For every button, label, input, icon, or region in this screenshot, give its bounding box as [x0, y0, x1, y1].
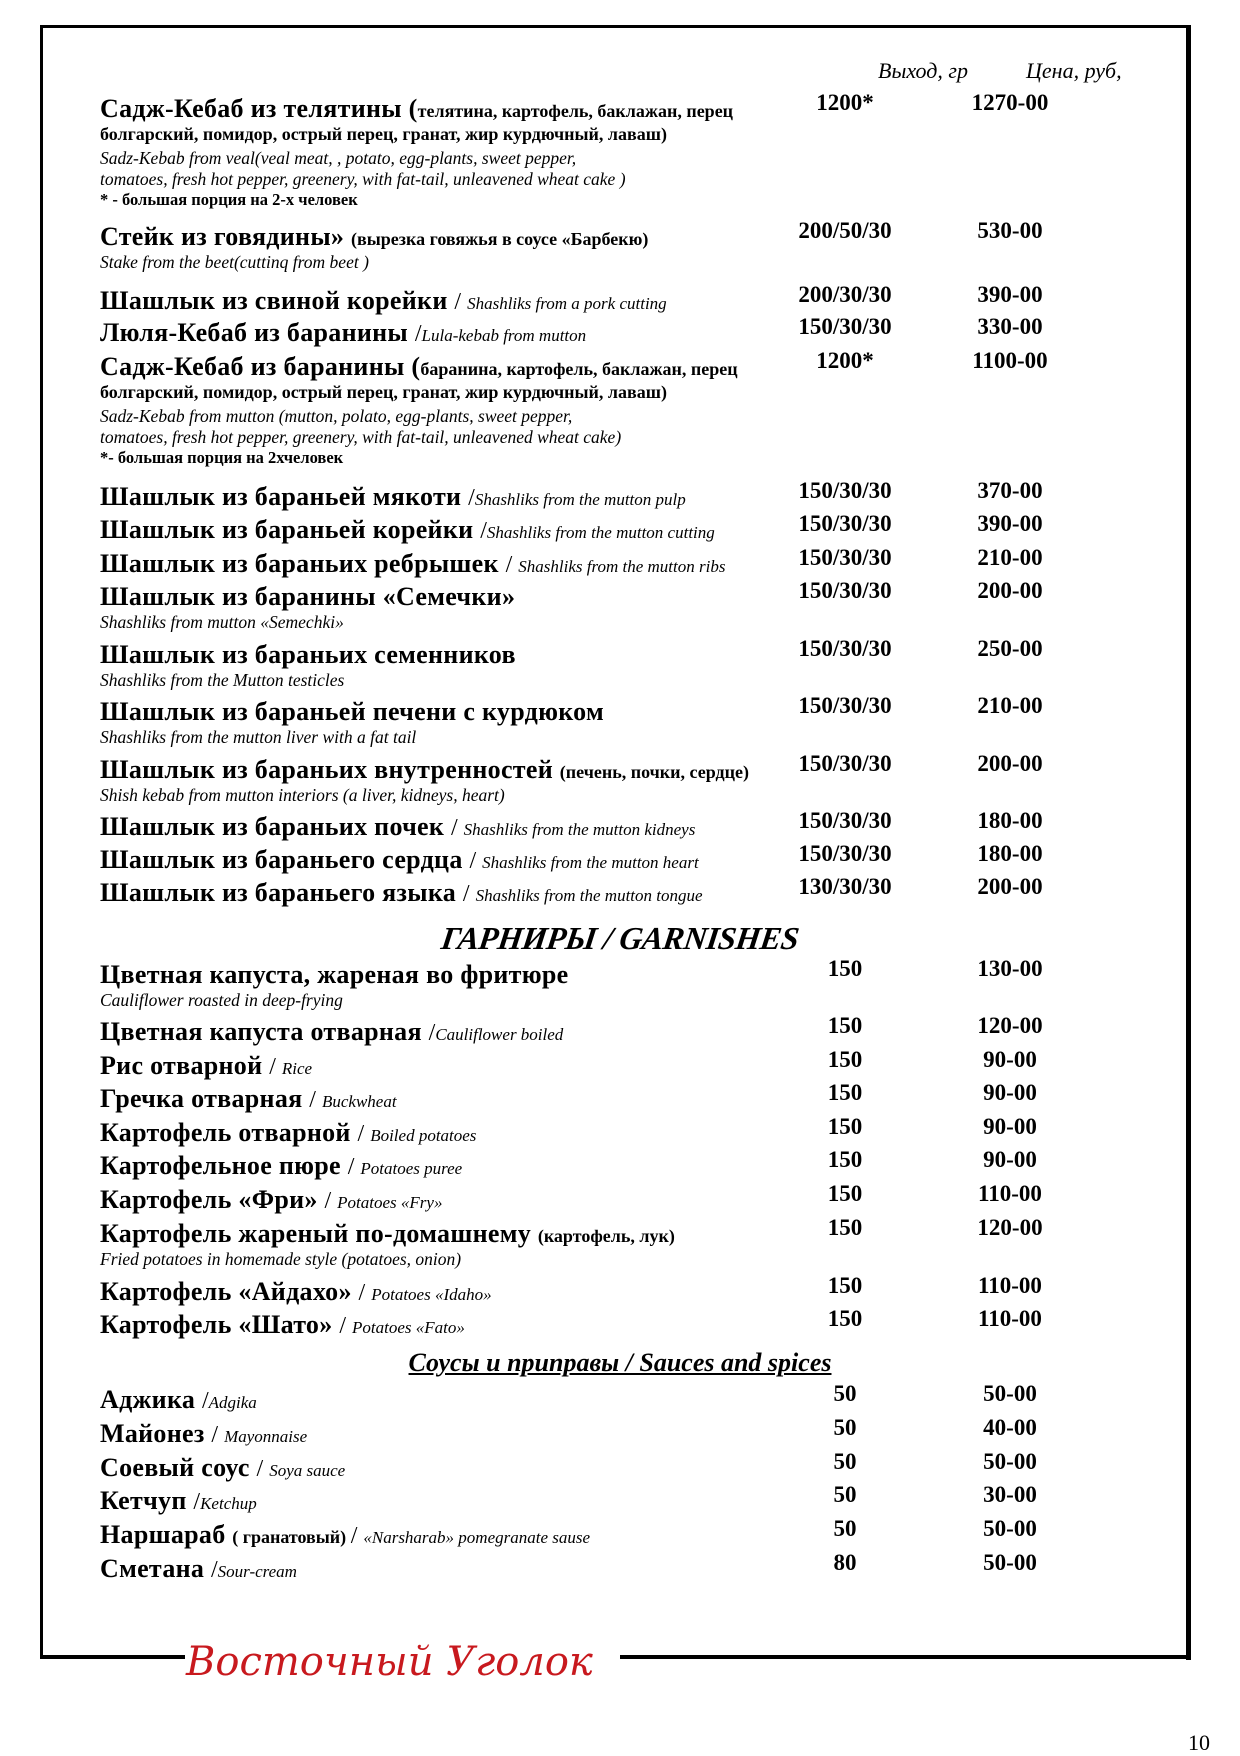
- item-separator: /: [468, 485, 475, 511]
- item-yield: 50: [833, 1415, 857, 1440]
- item-title-line: [100, 582, 515, 612]
- item-name-en: Shashliks from the mutton kidneys: [463, 820, 696, 839]
- item-name-ru: Шашлык из бараньих внутренностей: [100, 755, 560, 784]
- item-yield: 150: [827, 1080, 863, 1105]
- item-title-line: [100, 1017, 563, 1047]
- item-price: 130-00: [977, 956, 1043, 981]
- item-yield: 150: [827, 1306, 863, 1331]
- item-title-line: [100, 845, 699, 875]
- item-title-line: [100, 1520, 590, 1550]
- item-name-ru: Картофель «Айдахо»: [100, 1277, 359, 1306]
- item-separator: /: [211, 1557, 218, 1583]
- item-separator: /: [339, 1313, 353, 1339]
- item-separator: /: [309, 1087, 322, 1113]
- item-title-line: [100, 1554, 297, 1584]
- item-name-en: Adgika: [208, 1393, 257, 1412]
- item-price: 1100-00: [972, 348, 1048, 373]
- item-yield: 150/30/30: [798, 808, 892, 833]
- item-separator: /: [357, 1121, 371, 1147]
- item-price: 200-00: [977, 874, 1043, 899]
- item-name-ru: Шашлык из бараньей печени с курдюком: [100, 697, 604, 726]
- item-ingredients: ( гранатовый): [232, 1527, 351, 1547]
- item-separator: /: [469, 848, 483, 874]
- item-separator: /: [193, 1489, 201, 1515]
- item-yield: 150/30/30: [798, 314, 892, 339]
- item-yield: 150/30/30: [798, 478, 892, 503]
- frame-right-edge: [1186, 25, 1191, 1660]
- item-separator: /: [414, 321, 422, 347]
- item-title-line: [100, 352, 738, 382]
- item-yield: 200/50/30: [798, 218, 892, 243]
- item-name-en: Buckwheat: [321, 1092, 397, 1111]
- item-name-en: Boiled potatoes: [370, 1126, 477, 1145]
- item-name-ru: Садж-Кебаб из телятины (: [100, 94, 418, 123]
- item-price: 180-00: [977, 841, 1043, 866]
- item-title-line: [100, 960, 569, 990]
- item-yield: 130/30/30: [798, 874, 892, 899]
- item-price: 200-00: [977, 578, 1043, 603]
- item-yield: 150/30/30: [798, 636, 892, 661]
- item-name-en: Shashliks from the mutton tongue: [475, 886, 703, 905]
- item-separator: /: [450, 815, 464, 841]
- item-name-ru: Цветная капуста отварная: [100, 1017, 429, 1046]
- item-title-line: [100, 697, 604, 727]
- item-name-ru: Стейк из говядины»: [100, 222, 352, 251]
- item-title-line: [100, 549, 725, 579]
- item-title-line: [100, 482, 686, 512]
- item-title-line: [100, 1277, 492, 1307]
- item-separator: /: [201, 1388, 209, 1414]
- item-price: 110-00: [978, 1306, 1042, 1331]
- item-separator: /: [350, 1523, 364, 1549]
- item-name-ru: Шашлык из бараньего языка: [100, 878, 463, 907]
- item-separator: /: [505, 552, 519, 578]
- item-separator: /: [454, 289, 468, 315]
- item-title-line: [100, 1118, 476, 1148]
- item-title-line: [100, 94, 733, 124]
- item-yield: 1200*: [816, 348, 874, 373]
- item-detail-line: tomatoes, fresh hot pepper, greenery, with fat-tail, unleavened wheat cake): [100, 427, 622, 447]
- page-number: 10: [1188, 1730, 1210, 1755]
- item-price: 110-00: [978, 1181, 1042, 1206]
- item-name-en: Rice: [281, 1059, 313, 1078]
- item-yield: 150/30/30: [798, 545, 892, 570]
- item-name-ru: Картофель жареный по-домашнему: [100, 1219, 538, 1248]
- item-separator: /: [347, 1154, 361, 1180]
- item-name-ru: Картофельное пюре: [100, 1151, 348, 1180]
- item-name-en: Potatoes puree: [360, 1159, 463, 1178]
- item-name-en: Ketchup: [200, 1494, 257, 1513]
- item-detail-line: * - большая порция на 2-х человек: [100, 190, 358, 209]
- item-detail-line: Shashliks from mutton «Semechki»: [100, 612, 344, 632]
- item-title-line: [100, 640, 516, 670]
- item-detail-line: Shashliks from the mutton liver with a fat tail: [100, 727, 417, 747]
- item-name-en: Shashliks from the mutton cutting: [486, 523, 715, 542]
- item-ingredients: баранина, картофель, баклажан, перец: [420, 359, 738, 379]
- item-ingredients: (картофель, лук): [537, 1226, 675, 1246]
- item-name-ru: Люля-Кебаб из баранины: [100, 318, 415, 347]
- item-yield: 150: [827, 1047, 863, 1072]
- item-price: 40-00: [983, 1415, 1037, 1440]
- item-price: 390-00: [977, 282, 1043, 307]
- item-price: 30-00: [983, 1482, 1037, 1507]
- item-separator: /: [462, 881, 476, 907]
- item-name-ru: Сметана: [100, 1554, 211, 1583]
- item-detail-line: Fried potatoes in homemade style (potatoes, onion): [100, 1249, 462, 1269]
- restaurant-logo: [180, 1625, 630, 1695]
- item-yield: 150/30/30: [798, 693, 892, 718]
- item-title-line: [100, 1419, 307, 1449]
- item-name-ru: Гречка отварная: [100, 1084, 310, 1113]
- price-header: Цена, руб,: [1026, 58, 1122, 83]
- item-separator: /: [480, 518, 487, 544]
- item-title-line: [100, 222, 648, 252]
- item-name-ru: Садж-Кебаб из баранины (: [100, 352, 421, 381]
- item-detail-line: болгарский, помидор, острый перец, гранат, жир курдючный, лаваш): [100, 382, 667, 402]
- item-price: 330-00: [977, 314, 1043, 339]
- item-separator: /: [269, 1054, 282, 1080]
- item-title-line: [100, 1486, 257, 1516]
- item-title-line: [100, 318, 586, 348]
- item-price: 180-00: [977, 808, 1043, 833]
- item-separator: /: [428, 1020, 436, 1046]
- item-title-line: [100, 1385, 257, 1415]
- item-yield: 80: [833, 1550, 857, 1575]
- item-name-en: Potatoes «Idaho»: [371, 1285, 492, 1304]
- item-name-en: Shashliks from the mutton ribs: [518, 557, 726, 576]
- item-ingredients: (печень, почки, сердце): [559, 762, 749, 782]
- item-name-ru: Шашлык из бараньей мякоти: [100, 482, 469, 511]
- item-name-en: Potatoes «Fato»: [352, 1318, 465, 1337]
- item-title-line: [100, 286, 667, 316]
- item-price: 120-00: [977, 1215, 1043, 1240]
- item-name-ru: Шашлык из бараньей корейки: [100, 515, 481, 544]
- item-name-ru: Цветная капуста, жареная во фритюре: [100, 960, 569, 989]
- item-name-ru: Шашлык из свиной корейки: [100, 286, 455, 315]
- item-yield: 150: [827, 956, 863, 981]
- item-yield: 150: [827, 1114, 863, 1139]
- item-name-ru: Рис отварной: [100, 1051, 270, 1080]
- item-price: 1270-00: [971, 90, 1049, 115]
- item-name-ru: Шашлык из бараньих семенников: [100, 640, 516, 669]
- item-yield: 150/30/30: [798, 751, 892, 776]
- item-name-en: Soya sauce: [269, 1461, 346, 1480]
- item-separator: /: [324, 1188, 338, 1214]
- item-ingredients: (вырезка говяжья в соусе «Барбекю): [351, 229, 649, 249]
- item-detail-line: tomatoes, fresh hot pepper, greenery, with fat-tail, unleavened wheat cake ): [100, 169, 626, 189]
- item-yield: 1200*: [816, 90, 874, 115]
- item-title-line: [100, 515, 715, 545]
- item-price: 200-00: [977, 751, 1043, 776]
- item-yield: 50: [833, 1449, 857, 1474]
- item-name-ru: Шашлык из бараньих почек: [100, 812, 451, 841]
- item-detail-line: Stake from the beet(cuttinq from beet ): [100, 252, 369, 272]
- item-yield: 150: [827, 1013, 863, 1038]
- item-price: 210-00: [977, 545, 1043, 570]
- item-price: 110-00: [978, 1273, 1042, 1298]
- item-detail-line: Shish kebab from mutton interiors (a liver, kidneys, heart): [100, 785, 505, 805]
- item-title-line: [100, 1151, 462, 1181]
- item-name-en: «Narsharab» pomegranate sause: [363, 1528, 591, 1547]
- item-yield: 150/30/30: [798, 578, 892, 603]
- item-detail-line: Cauliflower roasted in deep-frying: [100, 990, 343, 1010]
- item-title-line: [100, 1310, 465, 1340]
- item-price: 250-00: [977, 636, 1043, 661]
- item-name-en: Lula-kebab from mutton: [421, 326, 587, 345]
- item-name-ru: Шашлык из бараньих ребрышек: [100, 549, 506, 578]
- item-price: 90-00: [983, 1047, 1037, 1072]
- item-ingredients: телятина, картофель, баклажан, перец: [417, 101, 734, 121]
- item-price: 370-00: [977, 478, 1043, 503]
- item-price: 390-00: [977, 511, 1043, 536]
- sauces-section-title: Соусы и приправы / Sauces and spices: [408, 1348, 832, 1377]
- item-yield: 50: [833, 1381, 857, 1406]
- item-yield: 150/30/30: [798, 511, 892, 536]
- item-title-line: [100, 1084, 397, 1114]
- item-title-line: [100, 878, 703, 908]
- item-price: 90-00: [983, 1114, 1037, 1139]
- item-name-ru: Аджика: [100, 1385, 202, 1414]
- item-detail-line: Shashliks from the Mutton testicles: [100, 670, 345, 690]
- item-name-en: Potatoes «Fry»: [337, 1193, 443, 1212]
- item-yield: 150: [827, 1215, 863, 1240]
- garnishes-section-title: ГАРНИРЫ / GARNISHES: [439, 920, 801, 956]
- item-price: 50-00: [983, 1381, 1037, 1406]
- item-name-ru: Шашлык из баранины «Семечки»: [100, 582, 516, 611]
- item-yield: 150/30/30: [798, 841, 892, 866]
- item-name-ru: Майонез: [100, 1419, 212, 1448]
- item-name-ru: Кетчуп: [100, 1486, 194, 1515]
- logo-text: Восточный Уголок: [186, 1639, 593, 1685]
- item-price: 210-00: [977, 693, 1043, 718]
- item-yield: 50: [833, 1516, 857, 1541]
- item-yield: 200/30/30: [798, 282, 892, 307]
- yield-header: Выход, гр: [878, 58, 968, 83]
- item-name-ru: Картофель «Шато»: [100, 1310, 340, 1339]
- item-name-en: Sour-cream: [217, 1562, 297, 1581]
- item-yield: 50: [833, 1482, 857, 1507]
- item-yield: 150: [827, 1273, 863, 1298]
- frame-bottom-right: [620, 1655, 1191, 1659]
- item-title-line: [100, 1219, 675, 1249]
- item-name-en: Shashliks from a pork cutting: [467, 294, 667, 313]
- item-detail-line: Sadz-Kebab from veal(veal meat, , potato, egg-plants, sweet pepper,: [100, 148, 577, 168]
- item-price: 50-00: [983, 1516, 1037, 1541]
- item-name-ru: Картофель отварной: [100, 1118, 358, 1147]
- item-name-en: Shashliks from the mutton heart: [482, 853, 699, 872]
- item-name-ru: Картофель «Фри»: [100, 1185, 325, 1214]
- item-yield: 150: [827, 1181, 863, 1206]
- item-title-line: [100, 1185, 442, 1215]
- item-separator: /: [358, 1280, 372, 1306]
- item-price: 90-00: [983, 1080, 1037, 1105]
- item-price: 50-00: [983, 1550, 1037, 1575]
- item-name-ru: Наршараб: [100, 1520, 233, 1549]
- item-name-en: Cauliflower boiled: [435, 1025, 564, 1044]
- item-yield: 150: [827, 1147, 863, 1172]
- item-title-line: [100, 755, 749, 785]
- item-title-line: [100, 812, 695, 842]
- item-price: 530-00: [977, 218, 1043, 243]
- item-name-en: Shashliks from the mutton pulp: [474, 490, 686, 509]
- item-name-ru: Соевый соус: [100, 1453, 257, 1482]
- item-detail-line: *- большая порция на 2хчеловек: [100, 448, 344, 467]
- item-detail-line: болгарский, помидор, острый перец, гранат, жир курдючный, лаваш): [100, 124, 667, 144]
- item-title-line: [100, 1453, 345, 1483]
- item-title-line: [100, 1051, 312, 1081]
- frame-bottom-left: [40, 1655, 185, 1659]
- item-separator: /: [211, 1422, 225, 1448]
- item-name-en: Mayonnaise: [224, 1427, 308, 1446]
- item-detail-line: Sadz-Kebab from mutton (mutton, polato, egg-plants, sweet pepper,: [100, 406, 573, 426]
- item-price: 120-00: [977, 1013, 1043, 1038]
- item-price: 50-00: [983, 1449, 1037, 1474]
- item-name-ru: Шашлык из бараньего сердца: [100, 845, 470, 874]
- item-price: 90-00: [983, 1147, 1037, 1172]
- item-separator: /: [256, 1456, 270, 1482]
